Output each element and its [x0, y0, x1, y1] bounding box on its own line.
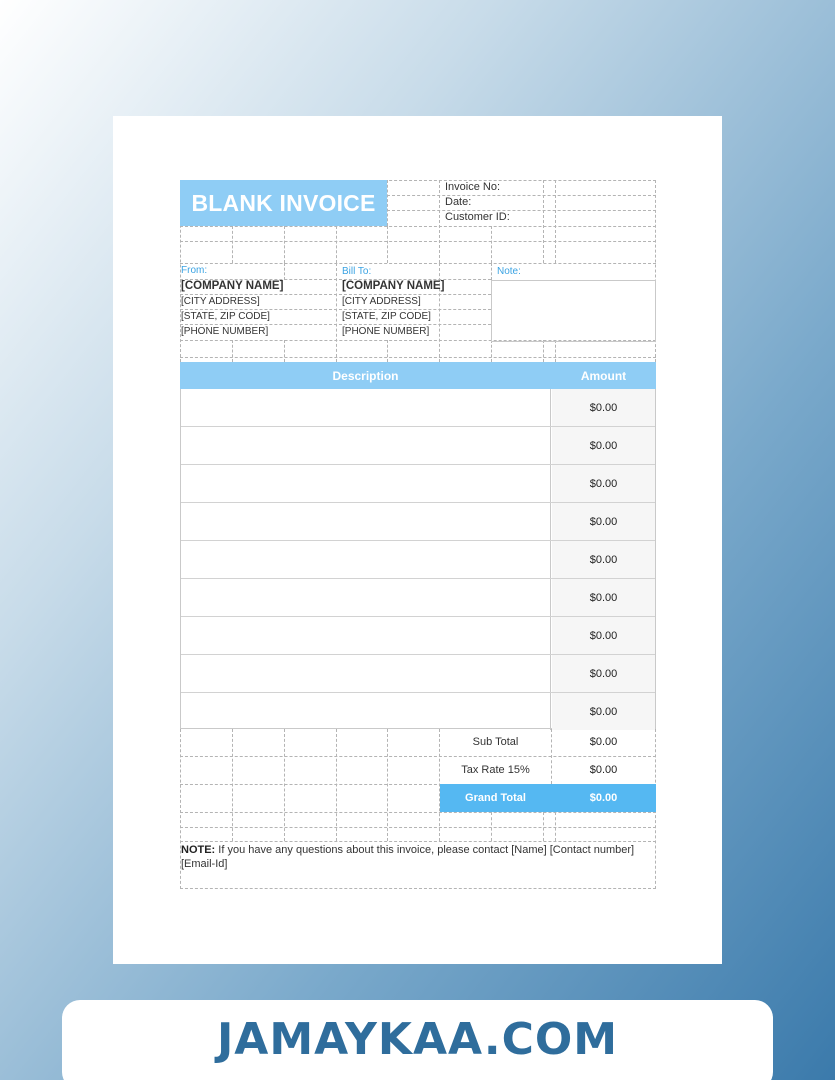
- item-description-cell[interactable]: [181, 427, 551, 464]
- item-amount-cell[interactable]: $0.00: [552, 465, 655, 502]
- item-description-cell[interactable]: [181, 617, 551, 654]
- from-company: [COMPANY NAME]: [181, 280, 284, 292]
- site-logo-text: JAMAYKAA.COM: [216, 1014, 619, 1065]
- note-box[interactable]: [491, 280, 656, 342]
- customer-id-label: Customer ID:: [445, 211, 510, 223]
- bill-to-phone: [PHONE NUMBER]: [342, 326, 430, 337]
- from-state: [STATE, ZIP CODE]: [181, 311, 270, 322]
- date-label: Date:: [445, 196, 472, 208]
- grand-total-value: $0.00: [589, 792, 618, 804]
- item-amount-cell[interactable]: $0.00: [552, 427, 655, 464]
- item-amount-cell[interactable]: $0.00: [552, 503, 655, 540]
- item-amount-cell[interactable]: $0.00: [552, 655, 655, 692]
- item-description-cell[interactable]: [181, 465, 551, 502]
- bill-to-company: [COMPANY NAME]: [342, 280, 445, 292]
- footer-note-prefix: NOTE:: [181, 844, 216, 856]
- item-description-cell[interactable]: [181, 693, 551, 730]
- item-description-cell[interactable]: [181, 541, 551, 578]
- invoice: [180, 180, 656, 890]
- item-amount-cell[interactable]: $0.00: [552, 389, 655, 426]
- table-row: [181, 427, 655, 465]
- table-row: [181, 541, 655, 579]
- subtotal-label: Sub Total: [472, 736, 519, 748]
- bill-to-state: [STATE, ZIP CODE]: [342, 311, 431, 322]
- invoice-no-label: Invoice No:: [445, 181, 501, 193]
- from-phone: [PHONE NUMBER]: [181, 326, 269, 337]
- invoice-title: BLANK INVOICE: [180, 180, 387, 226]
- bill-to-city: [CITY ADDRESS]: [342, 296, 421, 307]
- note-label: Note:: [497, 266, 521, 277]
- item-amount-cell[interactable]: $0.00: [552, 693, 655, 730]
- description-header: Description: [332, 368, 399, 383]
- table-row: [181, 617, 655, 655]
- item-description-cell[interactable]: [181, 655, 551, 692]
- table-row: [181, 693, 655, 731]
- amount-header: Amount: [580, 368, 627, 383]
- grand-total-row: [440, 784, 656, 812]
- item-amount-cell[interactable]: $0.00: [552, 617, 655, 654]
- table-row: [181, 465, 655, 503]
- site-banner: [62, 1000, 773, 1080]
- from-label: From:: [181, 265, 208, 276]
- table-row: [181, 503, 655, 541]
- table-row: [181, 389, 655, 427]
- tax-label: Tax Rate 15%: [461, 764, 530, 776]
- item-description-cell[interactable]: [181, 579, 551, 616]
- footer-note-text: If you have any questions about this invoice, please contact [Name] [Contact number] [Email-Id]: [181, 844, 635, 870]
- from-city: [CITY ADDRESS]: [181, 296, 260, 307]
- item-amount-cell[interactable]: $0.00: [552, 541, 655, 578]
- items-header: [180, 362, 656, 389]
- invoice-sheet: [113, 116, 722, 964]
- item-amount-cell[interactable]: $0.00: [552, 579, 655, 616]
- items-table: [180, 389, 656, 729]
- footer-note: [181, 843, 655, 871]
- item-description-cell[interactable]: [181, 389, 551, 426]
- item-description-cell[interactable]: [181, 503, 551, 540]
- grand-total-label: Grand Total: [465, 792, 526, 804]
- bill-to-label: Bill To:: [342, 266, 372, 277]
- table-row: [181, 579, 655, 617]
- table-row: [181, 655, 655, 693]
- tax-value: $0.00: [589, 764, 618, 776]
- subtotal-value: $0.00: [589, 736, 618, 748]
